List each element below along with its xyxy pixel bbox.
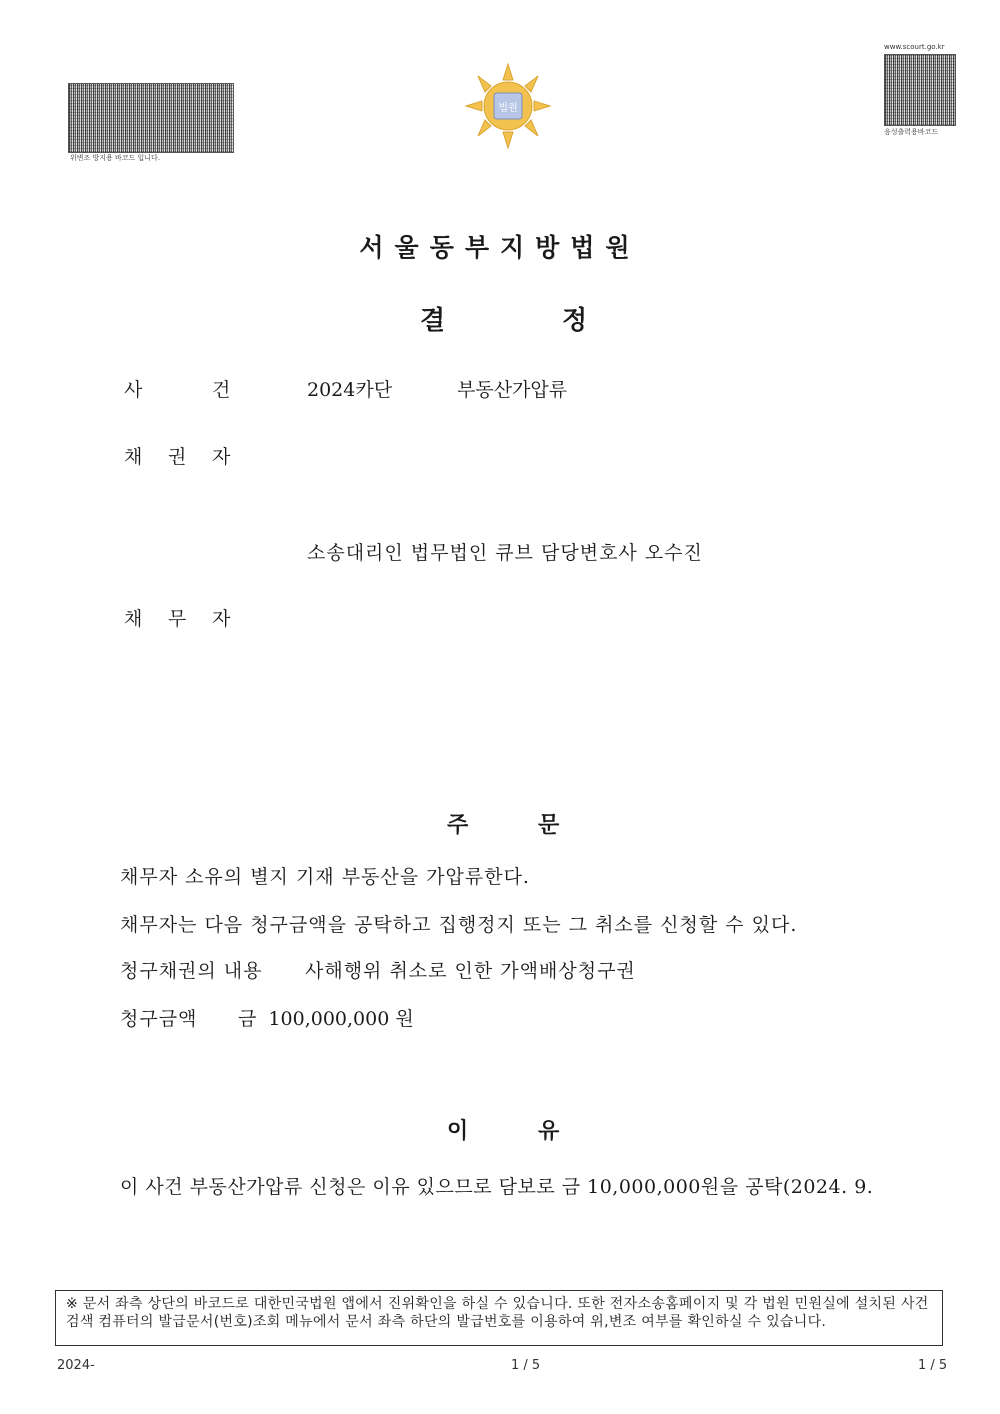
- creditor-label-3: 자: [212, 446, 231, 468]
- scourt-url: www.scourt.go.kr: [884, 43, 945, 51]
- authenticity-barcode-caption: 위변조 방지용 바코드 입니다.: [70, 154, 161, 162]
- page-number-right: 1 / 5: [918, 1358, 948, 1373]
- order-line-2: 채무자는 다음 청구금액을 공탁하고 집행정지 또는 그 취소를 신청할 수 있다.: [120, 914, 798, 936]
- voice-output-barcode: [884, 54, 956, 126]
- reason-line-1: 이 사건 부동산가압류 신청은 이유 있으므로 담보로 금 10,000,000원을 공탁(2024. 9.: [120, 1176, 874, 1198]
- voice-output-barcode-caption: 음성출력용바코드: [884, 128, 939, 136]
- case-type: 부동산가압류: [457, 379, 568, 401]
- creditor-label-2: 권: [168, 446, 187, 468]
- reason-heading-left: 이: [447, 1118, 469, 1144]
- doc-title-right: 정: [562, 306, 588, 336]
- order-heading-left: 주: [447, 812, 469, 838]
- case-label-left: 사: [124, 379, 143, 401]
- debtor-label-1: 채: [124, 608, 143, 630]
- verification-notice: ※ 문서 좌측 상단의 바코드로 대한민국법원 앱에서 진위확인을 하실 수 있습니다. 또한 전자소송홈페이지 및 각 법원 민원실에 설치된 사건검색 컴퓨터의 발급문서(번호)조회 메뉴에서 문서 좌측 하단의 발급번호를 이용하여 위,변조 여부를 확인하실 수 있습니다.: [55, 1290, 943, 1346]
- court-name: 서울동부지방법원: [359, 233, 641, 262]
- emblem-text: 법원: [498, 103, 518, 114]
- doc-title-left: 결: [420, 306, 446, 336]
- claim-label: 청구채권의 내용: [120, 960, 263, 982]
- order-heading-right: 문: [538, 812, 560, 838]
- issue-number: 2024-: [57, 1358, 95, 1373]
- amount-label: 청구금액: [120, 1008, 198, 1030]
- order-line-1: 채무자 소유의 별지 기재 부동산을 가압류한다.: [120, 866, 530, 888]
- creditor-label-1: 채: [124, 446, 143, 468]
- reason-heading-right: 유: [538, 1118, 560, 1144]
- claim-value: 사해행위 취소로 인한 가액배상청구권: [305, 960, 636, 982]
- amount-value: 금 100,000,000 원: [238, 1008, 414, 1030]
- case-label-right: 건: [212, 379, 231, 401]
- debtor-label-3: 자: [212, 608, 231, 630]
- page-number-center: 1 / 5: [511, 1358, 541, 1373]
- creditor-representative: 소송대리인 법무법인 큐브 담당변호사 오수진: [307, 542, 703, 564]
- case-number: 2024카단: [307, 379, 393, 401]
- court-emblem-icon: [460, 60, 556, 152]
- debtor-label-2: 무: [168, 608, 187, 630]
- authenticity-barcode: [68, 83, 234, 153]
